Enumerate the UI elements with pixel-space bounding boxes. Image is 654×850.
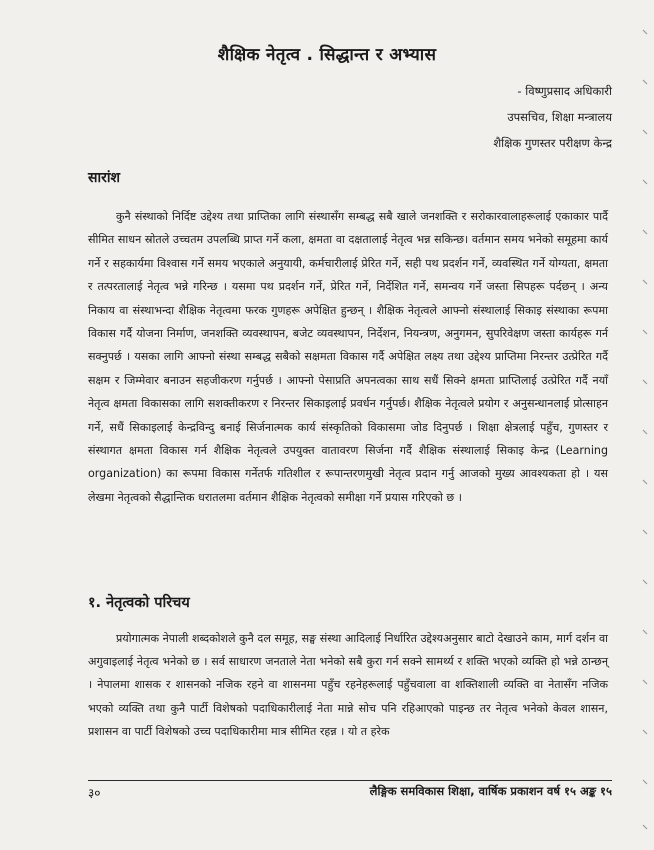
footer-divider: [88, 780, 612, 781]
author-office: शैक्षिक गुणस्तर परीक्षण केन्द्र: [493, 136, 612, 150]
abstract-paragraph: कुनै संस्थाको निर्दिष्ट उद्देश्य तथा प्राप्तिका लागि संस्थासँग सम्बद्ध सबै खाले जनशक्ति र सरोकारवालाहरूलाई एकाकार पार्दै सीमित साधन स्रोतले उच्चतम उपलब्धि प्राप्त गर्ने कला, क्षमता वा दक्षतालाई नेतृत्व भन्न सकिन्छ। वर्तमान समय भनेको समूहमा कार्य गर्ने र सहकार्यमा विश्वास गर्ने समय भएकाले अनुयायी, कर्मचारीलाई प्रेरित गर्ने, सही पथ प्रदर्शन गर्ने, व्यवस्थित गर्ने योग्यता, क्षमता र तत्परतालाई नेतृत्व भन्ने गरिन्छ । यसमा पथ प्रदर्शन गर्ने, प्रेरित गर्ने, निर्देशित गर्ने, समन्वय गर्ने जस्ता सिपहरू पर्दछन् । अन्य निकाय वा संस्थाभन्दा शैक्षिक नेतृत्वमा फरक गुणहरू अपेक्षित हुन्छन् । शैक्षिक नेतृत्वले आफ्नो संस्थालाई सिकाइ संस्थाका रूपमा विकास गर्दै योजना निर्माण, जनशक्ति व्यवस्थापन, बजेट व्यवस्थापन, निर्देशन, नियन्त्रण, अनुगमन, सुपरिवेक्षण जस्ता कार्यहरू गर्न सक्नुपर्छ । यसका लागि आफ्नो संस्था सम्बद्ध सबैको सक्षमता विकास गर्दै अपेक्षित लक्ष्य तथा उद्देश्य प्राप्तिमा निरन्तर उत्प्रेरित गर्दै सक्षम र जिम्मेवार बनाउन सहजीकरण गर्नुपर्छ । आफ्नो पेसाप्रति अपनत्वका साथ सधैं सिक्ने क्षमता प्राप्तिलाई उत्प्रेरित गर्दै नयाँ नेतृत्व क्षमता विकासका लागि सशक्तीकरण र निरन्तर सिकाइलाई प्रवर्धन गर्नुपर्छ। शैक्षिक नेतृत्वले प्रयोग र अनुसन्धानलाई प्रोत्साहन गर्ने, सधैं सिकाइलाई केन्द्रविन्दु बनाई सिर्जनात्मक कार्य संस्कृतिको विकासमा जोड दिनुपर्छ । शिक्षा क्षेत्रलाई पहुँच, गुणस्तर र संस्थागत क्षमता विकास गर्न शैक्षिक नेतृत्वले उपयुक्त वातावरण सिर्जना गर्दै शैक्षिक संस्थालाई सिकाइ केन्द्र (Learning organization) का रूपमा विकास गर्नेतर्फ गतिशील र रूपान्तरणमुखी नेतृत्व प्रदान गर्नु आजको मुख्य आवश्यकता हो । यस लेखमा नेतृत्वको सैद्धान्तिक धरातलमा वर्तमान शैक्षिक नेतृत्वको समीक्षा गर्ने प्रयास गरिएको छ ।: [88, 210, 608, 504]
author-byline: [380, 78, 612, 156]
article-title: शैक्षिक नेतृत्व . सिद्धान्त र अभ्यास: [217, 45, 437, 65]
author-position: उपसचिव, शिक्षा मन्त्रालय: [507, 110, 612, 124]
publication-info: लैङ्गिक समविकास शिक्षा, वार्षिक प्रकाशन वर्ष १५ अङ्क १५: [369, 784, 612, 798]
section-heading: १. नेतृत्वको परिचय: [88, 595, 190, 611]
section-paragraph: प्रयोगात्मक नेपाली शब्दकोशले कुनै दल समूह, सङ्घ संस्था आदिलाई निर्धारित उद्देश्यअनुसार बाटो देखाउने काम, मार्ग दर्शन वा अगुवाइलाई नेतृत्व भनेको छ । सर्व साधारण जनताले नेता भनेको सबै कुरा गर्न सक्ने सामर्थ्य र शक्ति भएको व्यक्ति हो भन्ने ठान्छन् । नेपालमा शासक र शासनको नजिक रहने वा शासनमा पहुँच रहनेहरूलाई पहुँचवाला वा शक्तिशाली व्यक्ति वा नेतासँग नजिक भएको व्यक्ति तथा कुनै पार्टी विशेषको पदाधिकारीलाई नेता मान्ने सोच पनि रहिआएको पाइन्छ तर नेतृत्व भनेको केवल शासन, प्रशासन वा पार्टी विशेषको उच्च पदाधिकारीमा मात्र सीमित रहन्न । यो त हरेक: [88, 632, 608, 738]
abstract-heading: सारांश: [88, 170, 120, 186]
page-number: ३०: [88, 786, 101, 800]
binding-edge-marks: [640, 20, 650, 840]
author-name: - विष्णुप्रसाद अधिकारी: [517, 84, 612, 98]
